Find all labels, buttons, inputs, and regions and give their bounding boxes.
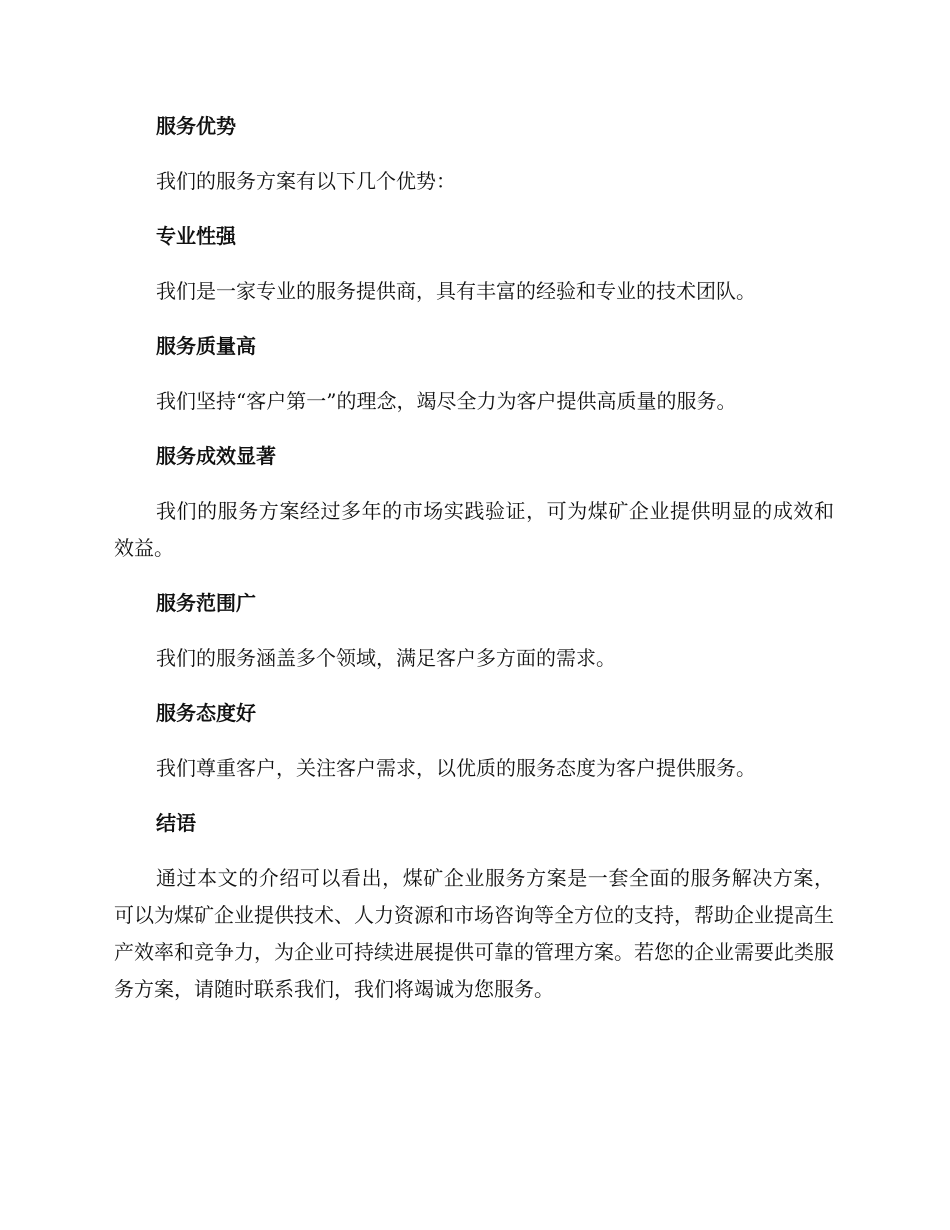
section-text-conclusion: 通过本文的介绍可以看出，煤矿企业服务方案是一套全面的服务解决方案，可以为煤矿企业提供技术、人力资源和市场咨询等全方位的支持，帮助企业提高生产效率和竞争力，为企业可持续进展提供可靠的管理方案。若您的企业需要此类服务方案，请随时联系我们，我们将竭诚为您服务。 xyxy=(114,866,834,1001)
section-heading-attitude: 服务态度好 xyxy=(156,701,256,725)
section-heading-conclusion: 结语 xyxy=(156,811,196,835)
section-text-scope: 我们的服务涵盖多个领域，满足客户多方面的需求。 xyxy=(156,646,616,670)
section-heading-professional: 专业性强 xyxy=(156,224,236,248)
section-heading-effectiveness: 服务成效显著 xyxy=(156,444,276,468)
section-text-attitude: 我们尊重客户，关注客户需求，以优质的服务态度为客户提供服务。 xyxy=(156,756,756,780)
section-heading-scope: 服务范围广 xyxy=(156,591,256,615)
section-heading-quality: 服务质量高 xyxy=(156,334,256,358)
section-heading-advantages: 服务优势 xyxy=(156,114,236,138)
section-text-advantages: 我们的服务方案有以下几个优势： xyxy=(156,169,456,193)
section-text-effectiveness: 我们的服务方案经过多年的市场实践验证，可为煤矿企业提供明显的成效和效益。 xyxy=(114,499,834,560)
section-text-professional: 我们是一家专业的服务提供商，具有丰富的经验和专业的技术团队。 xyxy=(156,279,756,303)
section-text-quality: 我们坚持“客户第一”的理念，竭尽全力为客户提供高质量的服务。 xyxy=(156,389,737,413)
document-body xyxy=(114,108,834,1026)
